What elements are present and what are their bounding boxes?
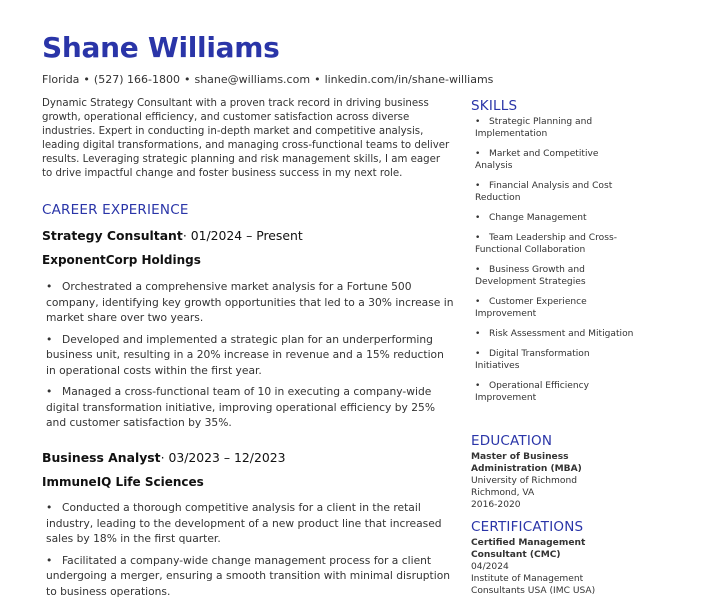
job-title-line xyxy=(42,228,303,243)
bullet-icon: • xyxy=(475,349,481,359)
bullet-icon: • xyxy=(46,280,53,293)
bullet-text: Orchestrated a comprehensive market analysis for a Fortune 500 company, identifying key growth opportunities that led to a 30% increase in market share over two years. xyxy=(46,280,454,324)
skill-text: Business Growth and Development Strategies xyxy=(475,265,586,287)
bullet-icon: • xyxy=(475,213,481,223)
skill-text: Team Leadership and Cross-Functional Collaboration xyxy=(475,233,618,255)
skill-text: Risk Assessment and Mitigation xyxy=(489,329,634,339)
list-item xyxy=(475,296,635,320)
list-item xyxy=(46,279,456,326)
list-item xyxy=(475,328,635,340)
phone-text: (527) 166-1800 xyxy=(93,73,180,86)
bullet-icon: • xyxy=(475,117,481,127)
skill-text: Financial Analysis and Cost Reduction xyxy=(475,181,613,203)
bullet-text: Facilitated a company-wide change management process for a client undergoing a merger, ensuring a smooth transition with minimal disruption to business operations. xyxy=(46,553,451,598)
job-title: Strategy Consultant xyxy=(42,228,183,243)
bullet-text: Developed and implemented a strategic plan for an underperforming business unit, resulting in a 20% increase in revenue and a 15% reduction in operational costs within the first year. xyxy=(46,332,444,377)
separator: • xyxy=(183,73,191,86)
bullet-icon: • xyxy=(475,297,481,307)
job-bullets xyxy=(46,500,456,605)
education-entry xyxy=(471,451,631,511)
school-text: University of Richmond xyxy=(471,476,577,486)
bullet-icon: • xyxy=(46,385,53,398)
list-item xyxy=(475,380,635,404)
list-item xyxy=(46,332,456,379)
certification-date: 04/2024 xyxy=(471,562,509,572)
contact-line xyxy=(42,73,493,86)
list-item xyxy=(46,500,456,547)
skill-text: Customer Experience Improvement xyxy=(475,297,587,319)
list-item xyxy=(475,116,635,140)
list-item xyxy=(475,148,635,172)
education-heading: EDUCATION xyxy=(471,433,553,449)
job-title-line xyxy=(42,450,285,465)
candidate-name: Shane Williams xyxy=(42,31,280,64)
list-item xyxy=(475,180,635,204)
skill-text: Market and Competitive Analysis xyxy=(475,149,599,171)
company-name: ExponentCorp Holdings xyxy=(42,253,201,267)
career-experience-heading: CAREER EXPERIENCE xyxy=(42,202,189,218)
list-item xyxy=(475,212,635,224)
skill-text: Strategic Planning and Implementation xyxy=(475,117,593,139)
skills-list xyxy=(475,116,635,412)
bullet-icon: • xyxy=(475,265,481,275)
list-item xyxy=(475,348,635,372)
list-item xyxy=(475,232,635,256)
bullet-icon: • xyxy=(46,332,53,346)
list-item xyxy=(475,264,635,288)
job-bullets xyxy=(46,279,456,437)
bullet-icon: • xyxy=(475,181,481,191)
skill-text: Operational Efficiency Improvement xyxy=(475,381,590,403)
bullet-icon: • xyxy=(475,329,481,339)
bullet-text: Conducted a thorough competitive analysis for a client in the retail industry, leading to the development of a new product line that increased sales by 18% in the first quarter. xyxy=(46,501,442,545)
bullet-text: Managed a cross-functional team of 10 in executing a company-wide digital transformation initiative, improving operational efficiency by 25% and customer satisfaction by 35%. xyxy=(46,385,436,429)
linkedin-link[interactable]: linkedin.com/in/shane-williams xyxy=(324,73,494,86)
bullet-icon: • xyxy=(475,149,481,159)
degree-text: Master of Business Administration (MBA) xyxy=(471,452,582,474)
summary-paragraph: Dynamic Strategy Consultant with a proven track record in driving business growth, operational efficiency, and customer satisfaction across diverse industries. Expert in conducting in-depth market and competitive analysis, leading digital transformations, and managing cross-functional teams to deliver results. Leveraging strategic planning and risk management skills, I am eager to drive impactful change and foster business success in my next role. xyxy=(42,98,450,180)
school-location: Richmond, VA xyxy=(471,488,535,498)
skill-text: Change Management xyxy=(489,213,587,223)
job-dates: · 01/2024 – Present xyxy=(182,228,303,243)
location-text: Florida xyxy=(42,73,80,86)
certification-entry xyxy=(471,537,631,597)
skills-heading: SKILLS xyxy=(471,98,518,114)
job-title: Business Analyst xyxy=(42,450,161,465)
certifications-heading: CERTIFICATIONS xyxy=(471,519,584,535)
certification-name: Certified Management Consultant (CMC) xyxy=(471,538,586,560)
list-item xyxy=(46,553,456,600)
bullet-icon: • xyxy=(475,233,481,243)
certification-issuer: Institute of Management Consultants USA (IMC USA) xyxy=(471,574,596,596)
education-years: 2016-2020 xyxy=(471,500,521,510)
list-item xyxy=(46,384,456,431)
skill-text: Digital Transformation Initiatives xyxy=(475,349,590,371)
separator: • xyxy=(314,73,321,86)
bullet-icon: • xyxy=(475,381,481,391)
email-link[interactable]: shane@williams.com xyxy=(194,73,311,86)
bullet-icon: • xyxy=(46,553,53,567)
bullet-icon: • xyxy=(46,501,53,514)
company-name: ImmuneIQ Life Sciences xyxy=(42,475,204,489)
separator: • xyxy=(83,73,90,86)
job-dates: · 03/2023 – 12/2023 xyxy=(160,450,286,465)
